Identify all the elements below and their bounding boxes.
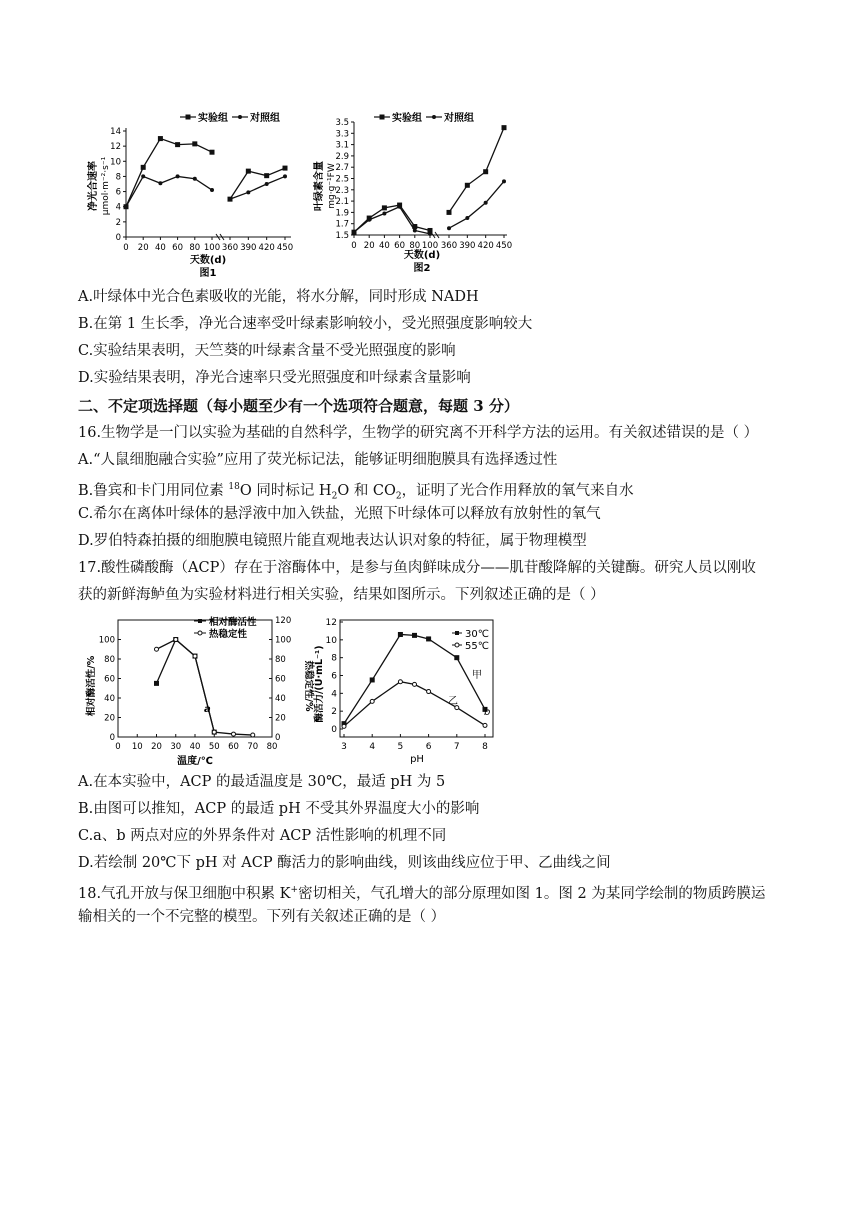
fig3-xlabel: 温度/℃	[177, 756, 213, 767]
fig4-label-yi: 乙	[448, 696, 458, 707]
fig3-point-a: a	[204, 704, 211, 715]
fig2-xtick-label: 0	[351, 241, 357, 251]
fig2-series-exp-point	[502, 125, 507, 130]
fig3-xtick-label: 40	[189, 742, 201, 752]
q17-stem-line1: 17.酸性磷酸酶（ACP）存在于溶酶体中，是参与鱼肉鲜味成分——肌苷酸降解的关键酶。研究人员以刚收	[78, 560, 756, 576]
fig4-xtick-label: 3	[341, 742, 347, 752]
fig2-series-ctrl-point	[382, 212, 386, 216]
fig1-series-ctrl-point	[210, 188, 214, 192]
fig1-xtick-label: 420	[258, 243, 275, 253]
q15-option-a: A.叶绿体中光合色素吸收的光能，将水分解，同时形成 NADH	[78, 289, 479, 305]
fig4-xtick-label: 7	[453, 742, 460, 752]
fig3-series-activity-point	[154, 681, 159, 686]
fig1-legend-exp: 实验组	[198, 113, 228, 124]
fig4-legend	[452, 629, 489, 652]
fig3-ytick-right-label: 120	[275, 616, 292, 626]
fig3-series-stability-point	[212, 730, 216, 734]
fig2-series-exp-line	[449, 128, 504, 213]
q18-stem-line1	[78, 880, 765, 904]
fig4-series-55c-point	[342, 724, 346, 728]
fig2-yunit: mg·g⁻¹FW	[327, 163, 337, 209]
fig4-series-30c-line	[344, 634, 485, 723]
fig4-series-55c-line	[344, 682, 485, 727]
fig1-series-ctrl-point	[141, 174, 145, 178]
fig2-xtick-label: 80	[409, 241, 421, 251]
q16-b-mid2: O 和 CO	[337, 482, 396, 499]
fig1-series-ctrl-point	[124, 205, 128, 209]
fig2-xtick-label: 420	[477, 241, 494, 251]
q18-stem-pre: 18.气孔开放与保卫细胞中积累 K	[78, 885, 291, 902]
fig4-series-55c-point	[427, 690, 431, 694]
q18-stem-line2: 输相关的一个不完整的模型。下列有关叙述正确的是（ ）	[78, 909, 446, 925]
fig2-xtick-label: 450	[495, 241, 513, 251]
fig4-series-30c-point	[454, 655, 459, 660]
fig3-xtick-label: 20	[151, 742, 162, 752]
fig3-series-stability-point	[232, 732, 236, 736]
fig3-series-stability-line	[157, 640, 253, 736]
fig3-series-stability-point	[193, 654, 197, 658]
fig2-series-ctrl-line	[449, 181, 504, 228]
q16-b-mid1: O 同时标记 H	[239, 482, 332, 499]
fig2-ylabel: 叶绿素含量	[314, 161, 325, 211]
fig4-ytick-label: 2	[331, 707, 337, 718]
fig4-ytick-label: 0	[331, 725, 337, 735]
fig2-ytick-label: 2.1	[335, 197, 349, 208]
q16-option-d: D.罗伯特森拍摄的细胞膜电镜照片能直观地表达认识对象的特征，属于物理模型	[78, 533, 587, 549]
fig4-ylabel: 酶活力/(U·mL⁻¹)	[314, 645, 325, 723]
fig3-legend-activity: 相对酶活性	[209, 617, 257, 628]
fig2-ytick-label: 2.9	[335, 151, 349, 162]
fig3-ylabel-right: 热稳定性/%	[303, 660, 314, 712]
fig2-ytick-label: 3.5	[335, 118, 349, 128]
fig3-ytick-left-label: 80	[104, 655, 115, 665]
fig3-ytick-left-label: 100	[98, 635, 115, 646]
q16-stem: 16.生物学是一门以实验为基础的自然科学，生物学的研究离不开科学方法的运用。有关叙述错误的是（ ）	[78, 425, 759, 441]
q16-option-c: C.希尔在离体叶绿体的悬浮液中加入铁盐，光照下叶绿体可以释放有放射性的氧气	[78, 506, 601, 522]
fig2-series-exp-point	[465, 183, 470, 188]
q15-option-c: C.实验结果表明，天竺葵的叶绿素含量不受光照强度的影响	[78, 343, 456, 359]
fig2-ytick-label: 2.5	[335, 174, 349, 185]
fig2-ytick-label: 1.5	[335, 231, 349, 241]
fig1-ytick-label: 2	[115, 217, 121, 228]
fig1-xtick-label: 80	[189, 243, 201, 253]
fig1-xtick-label: 390	[240, 243, 257, 253]
fig4-series-55c-point	[483, 723, 487, 727]
q16-b-sup: 18	[228, 482, 240, 492]
fig2-ytick-label: 2.3	[335, 185, 349, 196]
fig2-ytick-label: 1.7	[335, 219, 349, 230]
fig3-ylabel-left: 相对酶活性/%	[86, 655, 97, 717]
fig3-ytick-right-label: 100	[275, 635, 292, 646]
fig1-series-exp-point	[141, 165, 146, 170]
fig1-series-ctrl-point	[228, 197, 232, 201]
fig4-xtick-label: 6	[425, 742, 432, 752]
fig4-label-jia: 甲	[472, 670, 482, 681]
fig3-xtick-label: 60	[228, 742, 239, 752]
fig2-xlabel: 天数(d)	[403, 250, 441, 261]
fig4-label-b: b	[484, 707, 491, 718]
fig1-series-ctrl-point	[265, 182, 269, 186]
q17-option-c: C.a、b 两点对应的外界条件对 ACP 活性影响的机理不同	[78, 828, 447, 844]
fig2-xtick-label: 60	[394, 241, 406, 251]
fig1-ytick-label: 0	[115, 233, 121, 243]
fig1-legend-ctrl: 对照组	[250, 113, 280, 124]
fig3-ytick-right-label: 60	[275, 674, 286, 685]
q16-b-sub2: 2	[395, 491, 402, 502]
q15-option-d: D.实验结果表明，净光合速率只受光照强度和叶绿素含量影响	[78, 370, 471, 386]
fig2-xtick-label: 390	[459, 241, 476, 251]
fig4-ytick-label: 10	[325, 635, 337, 646]
fig1-series-ctrl-point	[283, 174, 287, 178]
fig3-ytick-left-label: 40	[104, 694, 115, 704]
fig1-ylabel: 净光合速率	[88, 161, 99, 211]
fig2-legend-exp: 实验组	[392, 113, 422, 124]
fig1-ytick-label: 8	[115, 172, 121, 183]
fig2-series-ctrl-point	[484, 201, 488, 205]
fig1-xtick-label: 20	[137, 243, 149, 253]
fig1-xlabel: 天数(d)	[189, 255, 227, 266]
fig3-ytick-right-label: 0	[275, 733, 281, 743]
fig1-ytick-label: 14	[110, 127, 121, 137]
fig1-yunit: μmol·m⁻²·s⁻¹	[101, 156, 111, 216]
q15-option-b: B.在第 1 生长季，净光合速率受叶绿素影响较小，受光照强度影响较大	[78, 316, 533, 332]
fig1-xtick-label: 40	[154, 243, 166, 253]
fig4-xtick-label: 8	[482, 742, 488, 752]
fig3-series-stability-point	[174, 638, 178, 642]
section-heading: 二、不定项选择题（每小题至少有一个选项符合题意，每题 3 分）	[78, 397, 519, 415]
fig3-xtick-label: 70	[247, 742, 259, 752]
fig2-ytick-label: 2.7	[335, 163, 349, 174]
fig4-xtick-label: 5	[397, 742, 404, 752]
q16-b-post: ，证明了光合作用释放的氧气来自水	[401, 482, 634, 499]
fig1-ytick-label: 4	[115, 202, 121, 213]
q16-option-a: A.“人鼠细胞融合实验”应用了荧光标记法，能够证明细胞膜具有选择透过性	[78, 452, 558, 468]
q16-b-pre: B.鲁宾和卡门用同位素	[78, 482, 229, 499]
fig2-series-exp-point	[483, 169, 488, 174]
q18-stem-sup: +	[290, 885, 299, 895]
fig2-series-ctrl-line	[354, 207, 430, 234]
fig1-series-exp-point	[246, 169, 251, 174]
fig3-ytick-left-label: 60	[104, 674, 115, 685]
fig2-xtick-label: 100	[421, 241, 439, 251]
fig1-series-exp-point	[264, 173, 269, 178]
figure-1-net-photosynthesis	[84, 108, 304, 280]
fig4-series-30c-point	[426, 636, 431, 641]
fig3-ytick-right-label: 80	[275, 655, 286, 665]
fig1-series-exp-point	[158, 136, 163, 141]
fig3-xtick-label: 0	[115, 742, 121, 752]
fig2-series-ctrl-point	[398, 205, 402, 209]
figure-3-temperature	[84, 612, 316, 768]
fig4-legend-55: 55℃	[465, 641, 489, 652]
fig2-series-ctrl-point	[367, 218, 371, 222]
fig2-series-ctrl-point	[465, 216, 469, 220]
fig4-ytick-label: 4	[331, 689, 337, 700]
fig3-ytick-left-label: 0	[109, 733, 115, 743]
q18-stem-post: 密切相关，气孔增大的部分原理如图 1。图 2 为某同学绘制的物质跨膜运	[298, 885, 766, 902]
figure-4-ph	[312, 612, 502, 768]
fig2-legend	[374, 111, 474, 124]
figure-2-chlorophyll	[312, 108, 522, 280]
fig1-series-ctrl-line	[230, 176, 285, 199]
fig2-series-exp-point	[382, 205, 387, 210]
fig4-ytick-label: 6	[331, 671, 337, 682]
fig2-series-ctrl-point	[428, 232, 432, 236]
fig1-xtick-label: 360	[221, 243, 239, 253]
fig4-ytick-label: 8	[331, 653, 337, 664]
fig3-series-stability-point	[155, 647, 159, 651]
fig1-series-exp-point	[210, 150, 215, 155]
fig3-xtick-label: 50	[208, 742, 220, 752]
fig4-series-55c-point	[398, 680, 402, 684]
q17-option-d: D.若绘制 20℃下 pH 对 ACP 酶活力的影响曲线，则该曲线应位于甲、乙曲线之间	[78, 855, 611, 871]
fig1-series-exp-line	[126, 139, 212, 207]
fig1-caption: 图1	[199, 268, 217, 279]
fig2-series-ctrl-point	[502, 179, 506, 183]
fig4-xlabel: pH	[410, 754, 424, 765]
fig2-series-ctrl-point	[413, 228, 417, 232]
fig4-legend-30: 30℃	[465, 629, 489, 640]
fig1-series-ctrl-point	[176, 174, 180, 178]
fig1-series-ctrl-point	[246, 190, 250, 194]
fig2-series-exp-point	[447, 210, 452, 215]
q17-stem-line2: 获的新鲜海鲈鱼为实验材料进行相关实验，结果如图所示。下列叙述正确的是（ ）	[78, 587, 605, 603]
fig4-series-30c-point	[412, 633, 417, 638]
q17-option-b: B.由图可以推知，ACP 的最适 pH 不受其外界温度大小的影响	[78, 801, 480, 817]
fig2-legend-ctrl: 对照组	[444, 113, 474, 124]
fig2-series-ctrl-point	[447, 226, 451, 230]
q16-option-b	[78, 477, 634, 507]
fig4-series-55c-point	[413, 682, 417, 686]
fig1-legend	[180, 111, 280, 124]
fig1-xtick-label: 100	[203, 243, 221, 253]
fig4-series-30c-point	[370, 677, 375, 682]
fig3-xtick-label: 30	[170, 742, 182, 752]
fig2-series-ctrl-point	[352, 230, 356, 234]
fig1-series-ctrl-point	[193, 177, 197, 181]
fig4-series-30c-point	[398, 632, 403, 637]
fig2-caption: 图2	[413, 263, 431, 274]
fig1-series-exp-point	[175, 142, 180, 147]
fig4-series-55c-point	[370, 699, 374, 703]
fig2-xtick-label: 40	[378, 241, 390, 251]
fig3-series-activity-line	[157, 640, 215, 733]
fig1-ytick-label: 12	[110, 142, 121, 153]
fig4-xtick-label: 4	[369, 742, 376, 752]
fig1-ytick-label: 10	[110, 157, 121, 168]
q17-option-a: A.在本实验中，ACP 的最适温度是 30℃，最适 pH 为 5	[78, 774, 446, 790]
fig2-ytick-label: 1.9	[335, 208, 349, 219]
fig1-ytick-label: 6	[115, 187, 121, 198]
fig4-ytick-label: 12	[325, 618, 337, 628]
fig1-xtick-label: 450	[276, 243, 294, 253]
fig2-series-exp-line	[354, 205, 430, 232]
fig2-ytick-label: 3.3	[335, 129, 349, 140]
fig3-xtick-label: 80	[266, 742, 278, 752]
fig1-xtick-label: 0	[123, 243, 129, 253]
fig1-series-ctrl-line	[126, 176, 212, 206]
fig3-ytick-right-label: 40	[275, 694, 286, 704]
fig3-series-stability-point	[251, 733, 255, 737]
fig1-series-exp-line	[230, 168, 285, 199]
fig1-series-exp-point	[192, 141, 197, 146]
fig3-xtick-label: 10	[131, 742, 143, 752]
fig3-ytick-right-label: 20	[275, 713, 286, 724]
fig2-xtick-label: 360	[440, 241, 458, 251]
fig2-ytick-label: 3.1	[335, 140, 349, 151]
fig1-series-ctrl-point	[158, 181, 162, 185]
fig1-xtick-label: 60	[172, 243, 184, 253]
fig3-legend-stability: 热稳定性	[209, 629, 248, 640]
fig2-xtick-label: 20	[363, 241, 375, 251]
fig1-series-exp-point	[283, 166, 288, 171]
q16-b-sub1: 2	[331, 491, 338, 502]
fig3-ytick-left-label: 20	[104, 713, 115, 724]
